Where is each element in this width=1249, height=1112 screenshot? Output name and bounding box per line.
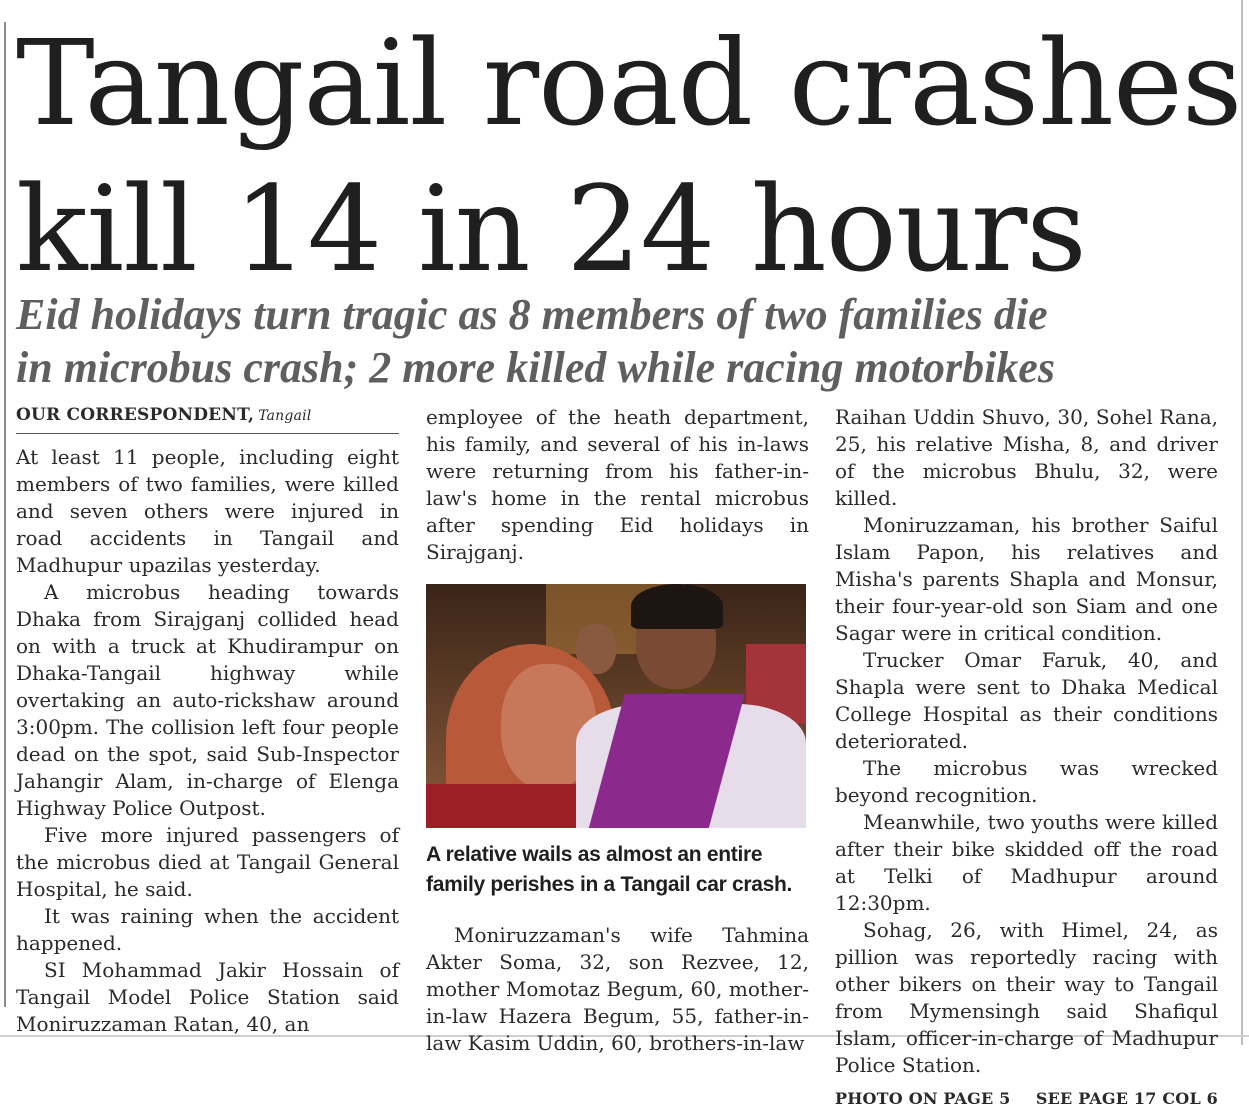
news-photo <box>426 584 806 828</box>
byline-author: OUR CORRESPONDENT, <box>16 405 255 425</box>
subheadline <box>16 288 1231 394</box>
photo-caption: A relative wails as almost an entire family perishes in a Tangail car crash. <box>426 843 793 896</box>
paragraph: Moniruzzaman, his brother Saiful Islam Papon, his relatives and Misha's parents Shapla and Monsur, their four-year-old son Siam and one Sagar were in critical condition. <box>835 513 1218 645</box>
paragraph: Five more injured passengers of the microbus died at Tangail General Hospital, he said. <box>16 823 399 901</box>
continued-reference: SEE PAGE 17 COL 6 <box>1035 1089 1218 1108</box>
paragraph: The microbus was wrecked beyond recognition. <box>835 756 1218 807</box>
paragraph: It was raining when the accident happened. <box>16 904 399 955</box>
subheadline-line-2: in microbus crash; 2 more killed while racing motorbikes <box>16 343 1055 392</box>
headline <box>16 10 1242 302</box>
byline <box>16 404 399 434</box>
paragraph: Moniruzzaman's wife Tahmina Akter Soma, 32, son Rezvee, 12, mother Momotaz Begum, 60, mother-in-law Hazera Begum, 55, father-in-law Kasim Uddin, 60, brothers-in-law <box>426 923 809 1055</box>
right-page-edge <box>1241 0 1243 1045</box>
headline-line-2: kill 14 in 24 hours <box>16 160 1086 298</box>
paragraph: Raihan Uddin Shuvo, 30, Sohel Rana, 25, his relative Misha, 8, and driver of the microbus Bhulu, 32, were killed. <box>835 405 1218 510</box>
paragraph: At least 11 people, including eight members of two families, were killed and seven others were injured in road accidents in Tangail and Madhupur upazilas yesterday. <box>16 445 399 577</box>
paragraph: employee of the heath department, his family, and several of his in-laws were returning from his father-in-law's home in the rental microbus after spending Eid holidays in Sirajganj. <box>426 405 809 564</box>
article-column-2 <box>426 404 809 1057</box>
headline-line-1: Tangail road crashes <box>16 14 1242 152</box>
paragraph: Sohag, 26, with Himel, 24, as pillion was reportedly racing with other bikers on their way to Tangail from Mymensingh said Shafiqul Islam, officer-in-charge of Madhupur Police Station. <box>835 918 1218 1077</box>
byline-place: Tangail <box>258 408 312 424</box>
paragraph: Meanwhile, two youths were killed after their bike skidded off the road at Telki of Madhupur around 12:30pm. <box>835 810 1218 915</box>
subheadline-line-1: Eid holidays turn tragic as 8 members of two families die <box>16 290 1048 339</box>
continuation-footer <box>835 1085 1218 1112</box>
article-column-1 <box>16 404 399 1038</box>
paragraph: A microbus heading towards Dhaka from Sirajganj collided head on with a truck at Khudirampur on Dhaka-Tangail highway while overtaking an auto-rickshaw around 3:00pm. The collision left four people dead on the spot, said Sub-Inspector Jahangir Alam, in-charge of Elenga Highway Police Outpost. <box>16 580 399 820</box>
photo-reference: PHOTO ON PAGE 5 <box>835 1089 1011 1108</box>
paragraph: Trucker Omar Faruk, 40, and Shapla were sent to Dhaka Medical College Hospital as their conditions deteriorated. <box>835 648 1218 753</box>
article-column-3 <box>835 404 1218 1112</box>
paragraph: SI Mohammad Jakir Hossain of Tangail Model Police Station said Moniruzzaman Ratan, 40, an <box>16 958 399 1036</box>
left-column-rule <box>4 22 6 1007</box>
